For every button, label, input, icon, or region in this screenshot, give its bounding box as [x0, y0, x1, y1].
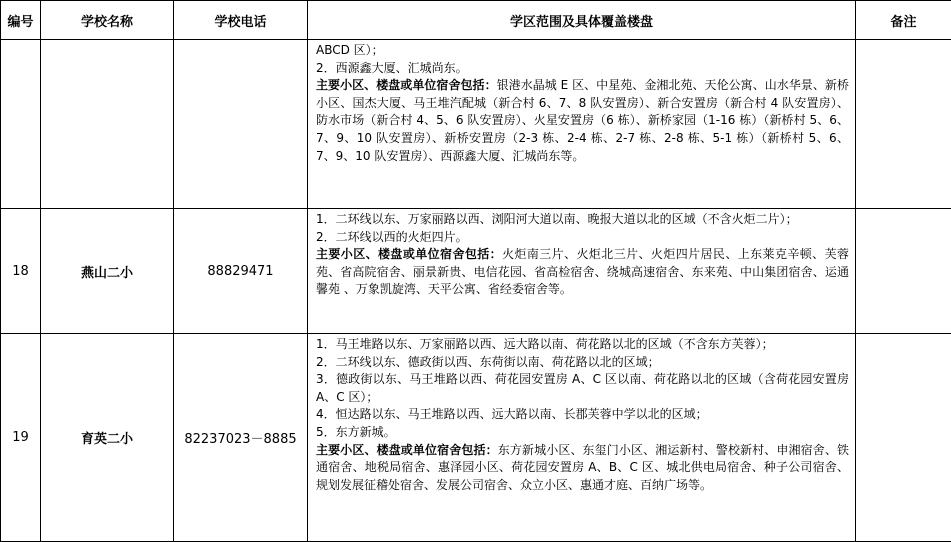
row-remark: [856, 334, 951, 542]
row-district: [308, 334, 856, 542]
main-text: 银港水晶城 E 区、中星苑、金湘北苑、天伦公寓、山水华景、新桥小区、国杰大厦、马王堆汽配城（新合村 6、7、8 队安置房）、新合安置房（新合村 4 队安置房）、防水市场（新合村 4、5、6 队安置房）、火星安置房（6 栋）、新桥家园（1-16 栋）（新桥村 5、6、7、9、10 队安置房）、新桥安置房（2-3 栋、2-4 栋、2-7 栋、2-8 栋、5-1 栋）（新桥村 5、6、7、9、10 队安置房）、西源鑫大厦、汇城尚东等。: [316, 78, 849, 163]
row-no: 19: [1, 334, 41, 542]
district-line: 5．东方新城。: [316, 424, 396, 439]
main-label: 主要小区、楼盘或单位宿舍包括：: [316, 78, 497, 93]
row-district: [308, 40, 856, 209]
district-line: 4．恒达路以东、马王堆路以西、远大路以南、长郡芙蓉中学以北的区域；: [316, 407, 708, 422]
row-school-name: 燕山二小: [41, 209, 174, 334]
row-school-phone: [174, 40, 308, 209]
district-line: 1．马王堆路以东、万家丽路以西、远大路以南、荷花路以北的区域（不含东方芙蓉）；: [316, 337, 774, 351]
row-remark: [856, 209, 951, 334]
main-text: 东方新城小区、东玺门小区、湘运新村、警校新村、申湘宿舍、铁通宿舍、地税局宿舍、惠泽园小区、荷花园安置房 A、B、C 区、城北供电局宿舍、种子公司宿舍、规划发展征稽处宿舍、发展公司宿舍、众立小区、惠通才庭、百纳广场等。: [316, 442, 849, 492]
row-school-phone: 88829471: [174, 209, 308, 334]
header-district: 学区范围及具体覆盖楼盘: [308, 1, 856, 40]
row-school-name: 育英二小: [41, 334, 174, 542]
row-school-name: [41, 40, 174, 209]
district-main: [316, 442, 849, 495]
header-remark: 备注: [856, 1, 951, 40]
row-no: 18: [1, 209, 41, 334]
district-line: 2．二环线以东、德政街以西、东荷街以南、荷花路以北的区域；: [316, 354, 660, 369]
main-text: 火炬南三片、火炬北三片、火炬四片居民、上东莱克辛顿、芙蓉苑、省高院宿舍、丽景新贵、电信花园、省高检宿舍、绕城高速宿舍、东来苑、中山集团宿舍、运通馨苑 、万象凯旋湾、天平公寓、省经委宿舍等。: [316, 247, 849, 297]
main-label: 主要小区、楼盘或单位宿舍包括：: [316, 442, 498, 457]
district-line: 2．西源鑫大厦、汇城尚东。: [316, 60, 468, 75]
row-school-phone: 82237023－8885: [174, 334, 308, 542]
table-row: [1, 40, 951, 209]
main-label: 主要小区、楼盘或单位宿舍包括：: [316, 247, 503, 262]
table-row: [1, 209, 951, 334]
header-school-phone: 学校电话: [174, 1, 308, 40]
table-header-row: [1, 1, 951, 40]
district-line: 1．二环线以东、万家丽路以西、浏阳河大道以南、晚报大道以北的区域（不含火炬二片）；: [316, 212, 798, 226]
header-no: 编号: [1, 1, 41, 40]
district-line: 3．德政街以东、马王堆路以西、荷花园安置房 A、C 区以南、荷花路以北的区域（含荷花园安置房 A、C 区）；: [316, 372, 849, 404]
row-no: [1, 40, 41, 209]
district-main: [316, 77, 849, 165]
row-district: [308, 209, 856, 334]
district-main: [316, 246, 849, 299]
header-school-name: 学校名称: [41, 1, 174, 40]
district-line: ABCD 区）；: [316, 43, 384, 57]
table-row: [1, 334, 951, 542]
row-remark: [856, 40, 951, 209]
district-line: 2．二环线以西的火炬四片。: [316, 229, 468, 244]
